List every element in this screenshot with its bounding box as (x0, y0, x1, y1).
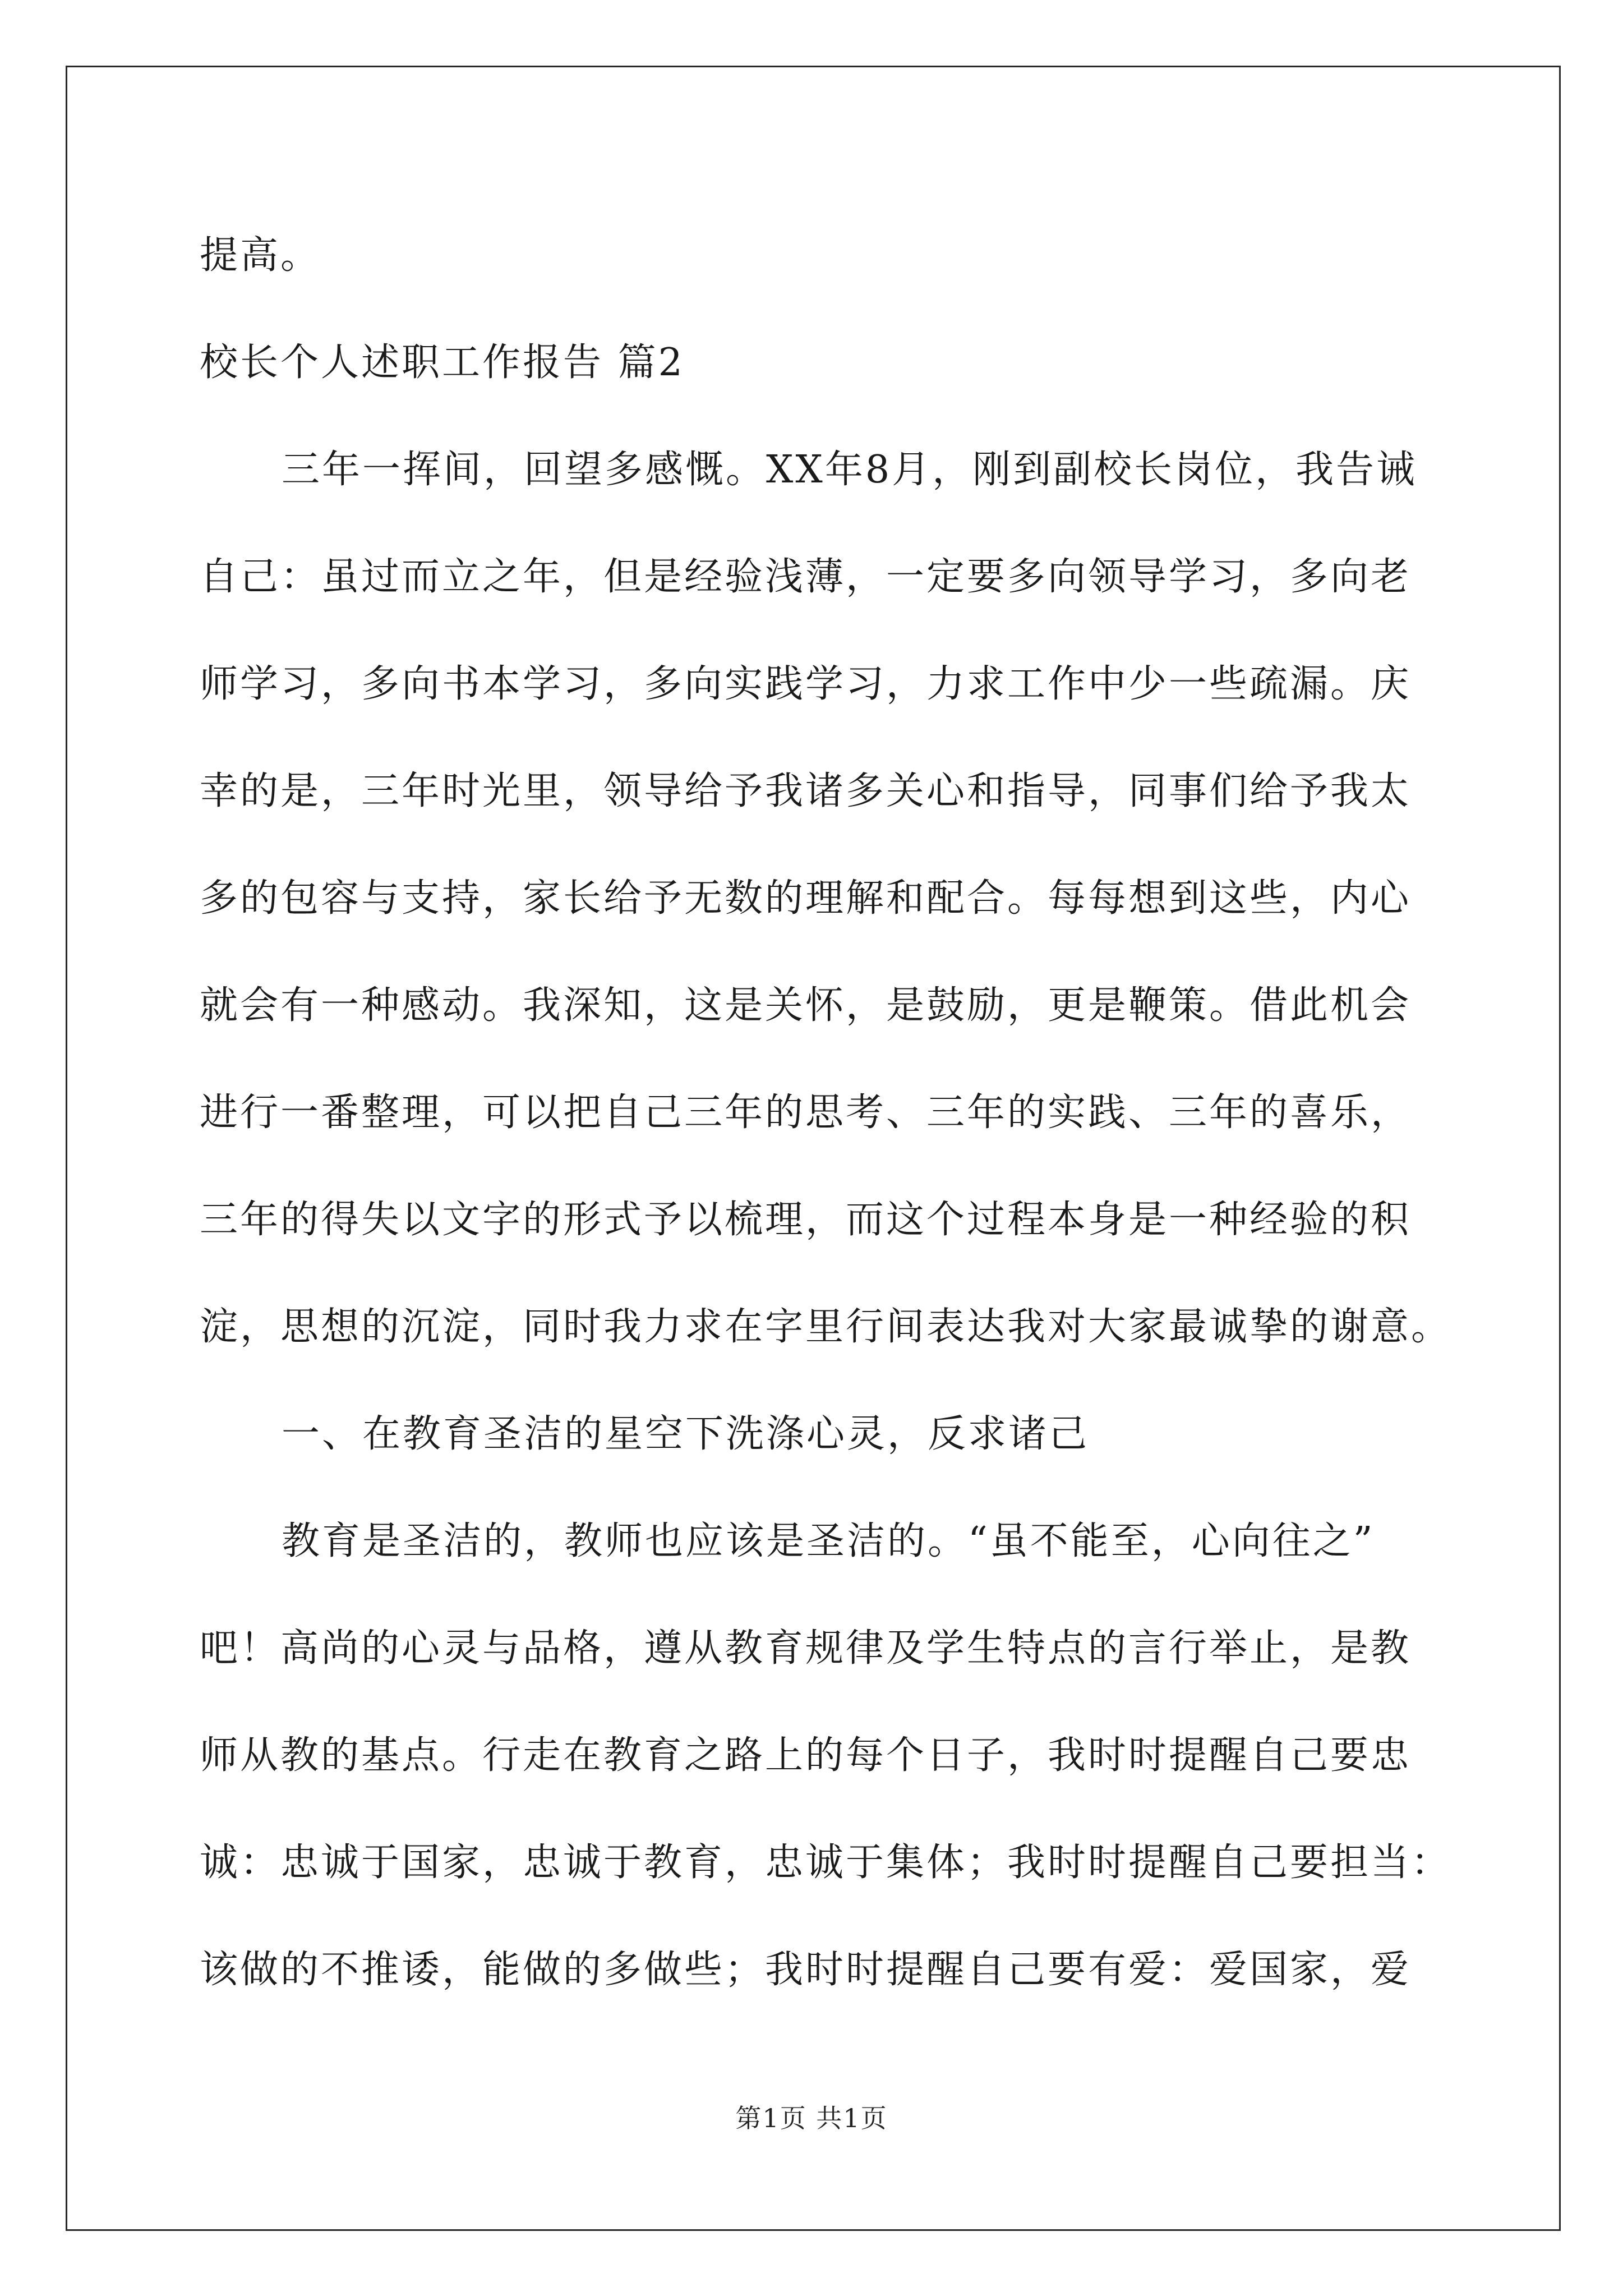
text-line: 师学习，多向书本学习，多向实践学习，力求工作中少一些疏漏。庆 (200, 662, 1412, 706)
text-line: 自己：虽过而立之年，但是经验浅薄，一定要多向领导学习，多向老 (200, 555, 1412, 599)
subsection-heading: 一、在教育圣洁的星空下洗涤心灵，反求诸己 (282, 1412, 1090, 1456)
text-line: 淀，思想的沉淀，同时我力求在字里行间表达我对大家最诚挚的谢意。 (200, 1305, 1452, 1349)
text-line: 幸的是，三年时光里，领导给予我诸多关心和指导，同事们给予我太 (200, 769, 1412, 813)
text-line: 三年的得失以文字的形式予以梳理，而这个过程本身是一种经验的积 (200, 1198, 1412, 1242)
section-heading: 校长个人述职工作报告 篇2 (200, 341, 685, 385)
text-line: 三年一挥间，回望多感慨。XX年8月，刚到副校长岗位，我告诫 (282, 448, 1417, 492)
text-line: 教育是圣洁的，教师也应该是圣洁的。“虽不能至，心向往之” (282, 1519, 1375, 1563)
text-line: 诚：忠诚于国家，忠诚于教育，忠诚于集体；我时时提醒自己要担当： (200, 1841, 1452, 1885)
text-line: 多的包容与支持，家长给予无数的理解和配合。每每想到这些，内心 (200, 876, 1412, 921)
text-line: 该做的不推诿，能做的多做些；我时时提醒自己要有爱：爱国家，爱 (200, 1948, 1412, 1992)
text-line: 提高。 (200, 233, 321, 278)
page-footer: 第1页 共1页 (735, 2103, 888, 2133)
text-line: 师从教的基点。行走在教育之路上的每个日子，我时时提醒自己要忠 (200, 1733, 1412, 1778)
document-body (200, 202, 1452, 2023)
text-line: 进行一番整理，可以把自己三年的思考、三年的实践、三年的喜乐， (200, 1091, 1412, 1135)
text-line: 吧！高尚的心灵与品格，遵从教育规律及学生特点的言行举止，是教 (200, 1626, 1412, 1671)
text-line: 就会有一种感动。我深知，这是关怀，是鼓励，更是鞭策。借此机会 (200, 983, 1412, 1028)
